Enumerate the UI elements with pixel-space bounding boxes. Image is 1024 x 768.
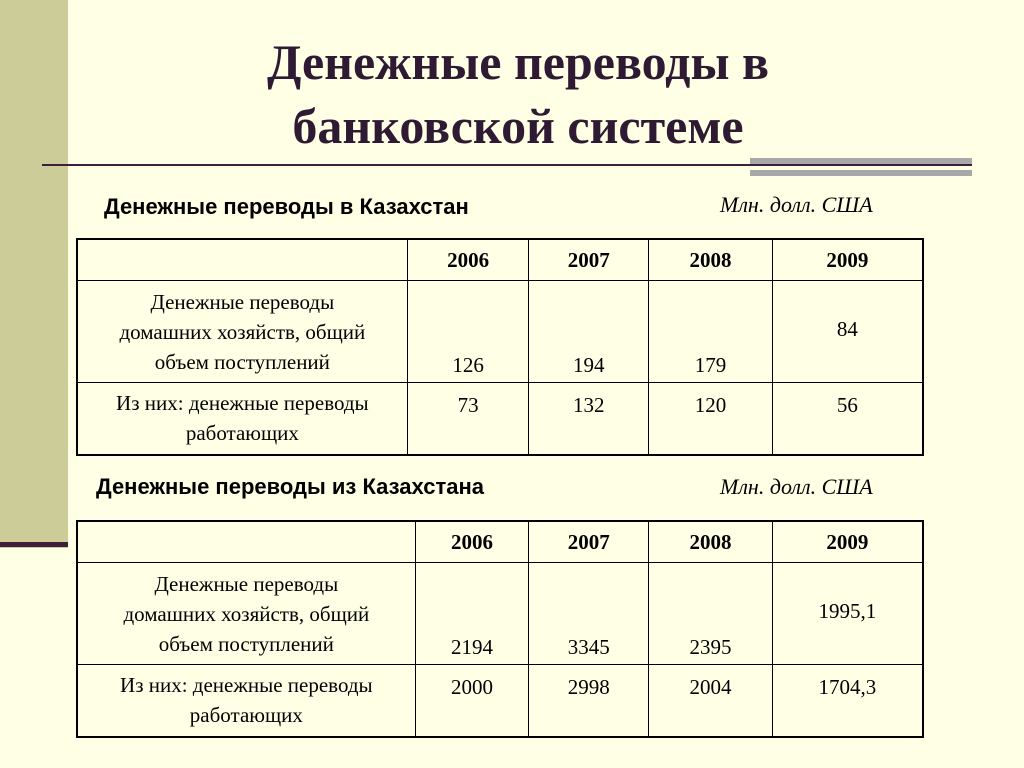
row-label-line: работающих [185, 421, 299, 446]
value-cell: 1704,3 [772, 665, 923, 737]
header-year-cell: 2006 [407, 239, 529, 281]
slide-title [68, 30, 968, 158]
table-row [77, 383, 923, 455]
slide-title-line1: Денежные переводы в [266, 34, 770, 90]
value-cell: 2194 [415, 563, 529, 665]
value-cell: 2000 [415, 665, 529, 737]
header-empty-cell [77, 239, 407, 281]
row-label-line: объем поступлений [158, 631, 334, 656]
row-label-line: Из них: денежные переводы [120, 673, 373, 698]
title-accent-bar-lower [750, 170, 972, 176]
table-row [77, 563, 923, 665]
row-label-cell [77, 383, 407, 455]
section2-unit: Млн. долл. США [720, 474, 873, 499]
side-decoration-line [0, 542, 68, 547]
value-cell: 132 [529, 383, 649, 455]
value-cell: 73 [407, 383, 529, 455]
value-cell: 56 [772, 383, 923, 455]
value-cell: 3345 [529, 563, 649, 665]
row-label-line: Денежные переводы [154, 571, 339, 596]
value-cell: 2998 [529, 665, 649, 737]
value-cell: 179 [649, 281, 773, 383]
row-label-cell [77, 665, 415, 737]
section1-title: Денежные переводы в Казахстан [104, 194, 469, 219]
value-cell: 1995,1 [772, 563, 923, 665]
section2-title: Денежные переводы из Казахстана [96, 474, 484, 499]
row-label-line: работающих [189, 703, 303, 728]
header-year-cell: 2008 [649, 521, 773, 563]
header-year-cell: 2008 [649, 239, 773, 281]
table-row [77, 665, 923, 737]
value-cell: 194 [529, 281, 649, 383]
header-empty-cell [77, 521, 415, 563]
row-label-line: домашних хозяйств, общий [123, 601, 370, 626]
value-cell: 84 [772, 281, 923, 383]
value-cell: 2395 [649, 563, 773, 665]
value-cell: 126 [407, 281, 529, 383]
header-year-cell: 2009 [772, 521, 923, 563]
value-cell: 2004 [649, 665, 773, 737]
table-remittances-in [76, 238, 924, 456]
title-divider [42, 164, 972, 166]
row-label-line: Из них: денежные переводы [116, 391, 369, 416]
row-label-line: домашних хозяйств, общий [119, 319, 366, 344]
row-label-cell [77, 281, 407, 383]
table-header-row [77, 239, 923, 281]
section1-unit: Млн. долл. США [720, 192, 873, 217]
header-year-cell: 2006 [415, 521, 529, 563]
header-year-cell: 2007 [529, 239, 649, 281]
row-label-cell [77, 563, 415, 665]
header-year-cell: 2009 [772, 239, 923, 281]
side-decoration-bar [0, 0, 68, 548]
table-row [77, 281, 923, 383]
value-cell: 120 [649, 383, 773, 455]
slide-title-line2: банковской системе [292, 98, 744, 154]
table-header-row [77, 521, 923, 563]
row-label-line: Денежные переводы [150, 289, 335, 314]
header-year-cell: 2007 [529, 521, 649, 563]
row-label-line: объем поступлений [154, 349, 330, 374]
table-remittances-out [76, 520, 924, 738]
